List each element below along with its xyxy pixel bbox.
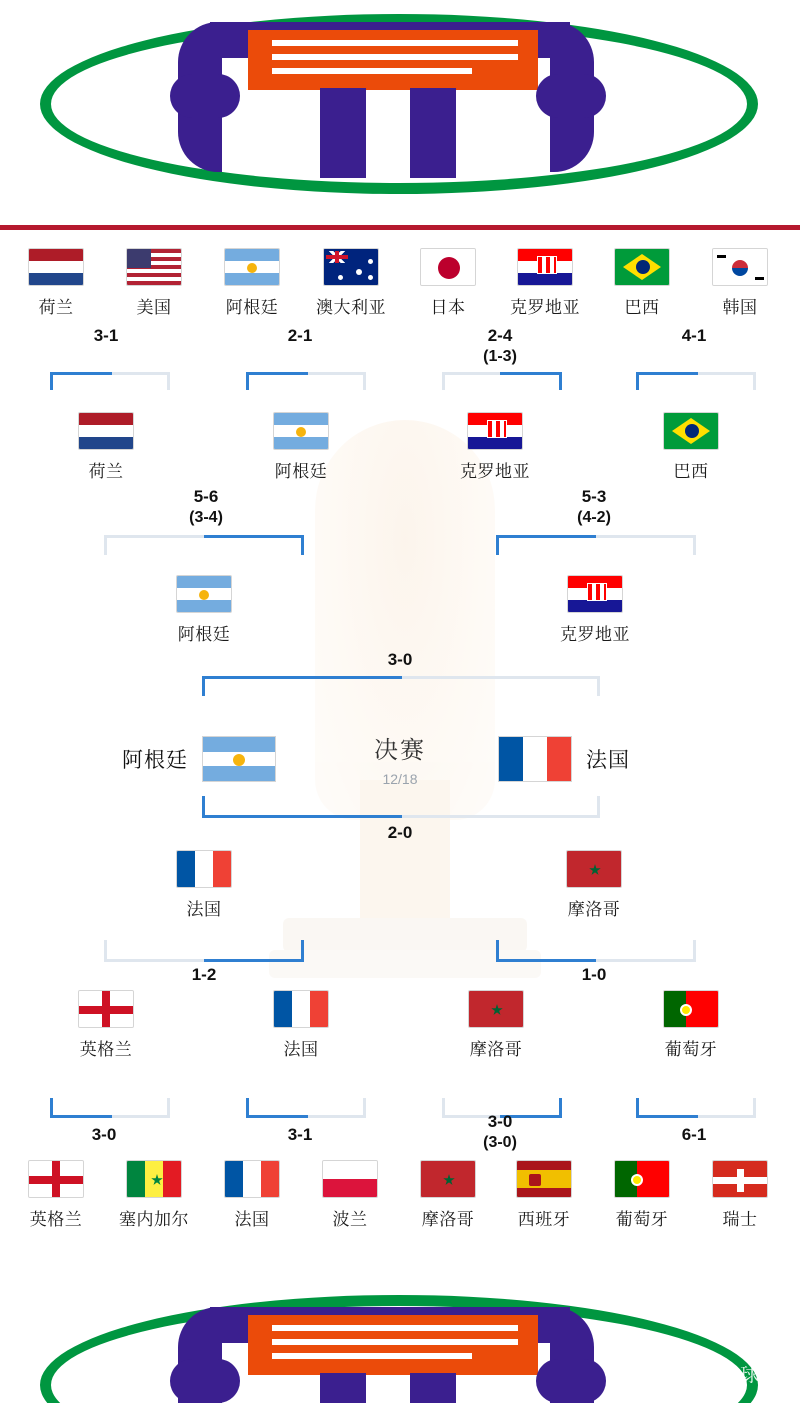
team-name: 葡萄牙 (615, 1210, 669, 1229)
team-name: 波兰 (332, 1210, 368, 1229)
team-sfb-2[interactable] (558, 850, 630, 920)
flag-argentina (224, 248, 280, 286)
score-r16b-2: 3-1 (287, 1125, 313, 1144)
team-r16b-1[interactable] (20, 1160, 92, 1230)
score-qfb-1: 1-2 (191, 965, 217, 984)
team-name: 法国 (283, 1040, 319, 1059)
flag-spain (516, 1160, 572, 1198)
team-qf-4[interactable] (655, 412, 727, 482)
team-r16b-7[interactable] (606, 1160, 678, 1230)
team-name: 美国 (136, 298, 172, 317)
team-qf-3[interactable] (450, 412, 540, 482)
flag-south-korea (712, 248, 768, 286)
team-name: 巴西 (673, 462, 709, 481)
connector-qfb-1 (104, 940, 304, 962)
logo-mark (170, 1307, 630, 1403)
team-r16b-5[interactable] (412, 1160, 484, 1230)
flag-argentina (273, 412, 329, 450)
score-r16-2: 2-1 (287, 326, 313, 345)
team-name: 西班牙 (517, 1210, 571, 1229)
team-r16b-8[interactable] (704, 1160, 776, 1230)
connector-qf-1 (104, 535, 304, 557)
score-r16b-4: 6-1 (681, 1125, 707, 1144)
flag-croatia (567, 575, 623, 613)
team-qfb-1[interactable] (70, 990, 142, 1060)
flag-brazil (614, 248, 670, 286)
connector-r16-1 (50, 372, 170, 392)
final-date: 12/18 (382, 771, 418, 787)
team-name: 塞内加尔 (119, 1210, 189, 1229)
team-name: 日本 (430, 298, 466, 317)
flag-france (273, 990, 329, 1028)
score-r16b-3: 3-0 (3-0) (483, 1112, 517, 1151)
team-name: 克罗地亚 (460, 462, 530, 481)
logo-bars (248, 30, 538, 90)
flag-france (224, 1160, 280, 1198)
finalist-right[interactable] (498, 736, 630, 782)
finalist-left-name: 阿根廷 (122, 749, 188, 772)
connector-qf-2 (496, 535, 696, 557)
team-sf-1[interactable] (168, 575, 240, 645)
flag-portugal (663, 990, 719, 1028)
connector-sf-bottom (202, 796, 600, 818)
connector-qfb-2 (496, 940, 696, 962)
team-qfb-4[interactable] (655, 990, 727, 1060)
flag-england (28, 1160, 84, 1198)
score-r16-4: 4-1 (681, 326, 707, 345)
team-name: 澳大利亚 (316, 298, 386, 317)
logo-bars (248, 1315, 538, 1375)
team-r16-6[interactable] (500, 248, 590, 318)
flag-switzerland (712, 1160, 768, 1198)
flag-morocco (468, 990, 524, 1028)
team-name: 法国 (234, 1210, 270, 1229)
team-name: 英格兰 (79, 1040, 133, 1059)
team-name: 克罗地亚 (560, 625, 630, 644)
flag-france (498, 736, 572, 782)
score-r16-1: 3-1 (93, 326, 119, 345)
team-r16-3[interactable] (216, 248, 288, 318)
team-name: 阿根廷 (225, 298, 279, 317)
score-sf-top: 3-0 (387, 650, 413, 669)
watermark-text: @小伴 足球说 (648, 1365, 782, 1386)
team-r16-4[interactable] (306, 248, 396, 318)
connector-r16-4 (636, 372, 756, 392)
team-name: 瑞士 (722, 1210, 758, 1229)
team-name: 摩洛哥 (421, 1210, 475, 1229)
team-name: 阿根廷 (177, 625, 231, 644)
flag-australia (323, 248, 379, 286)
team-r16-1[interactable] (20, 248, 92, 318)
team-name: 韩国 (722, 298, 758, 317)
team-name: 克罗地亚 (510, 298, 580, 317)
flag-portugal (614, 1160, 670, 1198)
finalist-right-name: 法国 (586, 749, 630, 772)
team-r16-2[interactable] (118, 248, 190, 318)
team-qfb-3[interactable] (460, 990, 532, 1060)
score-qfb-2: 1-0 (581, 965, 607, 984)
team-name: 葡萄牙 (664, 1040, 718, 1059)
score-r16-3: 2-4 (1-3) (483, 326, 517, 365)
flag-croatia (517, 248, 573, 286)
team-name: 巴西 (624, 298, 660, 317)
flag-morocco (420, 1160, 476, 1198)
flag-senegal (126, 1160, 182, 1198)
header-logo-band (0, 0, 800, 215)
flag-croatia (467, 412, 523, 450)
team-name: 摩洛哥 (567, 900, 621, 919)
flag-argentina (202, 736, 276, 782)
team-r16b-2[interactable] (106, 1160, 202, 1230)
footer-logo-band (0, 1285, 800, 1403)
final-title: 决赛 (374, 737, 426, 764)
team-sf-2[interactable] (550, 575, 640, 645)
flag-france (176, 850, 232, 888)
flag-argentina (176, 575, 232, 613)
team-r16-7[interactable] (606, 248, 678, 318)
team-name: 英格兰 (29, 1210, 83, 1229)
team-qf-1[interactable] (70, 412, 142, 482)
team-name: 法国 (186, 900, 222, 919)
score-qf-2: 5-3 (4-2) (577, 487, 611, 526)
flag-netherlands (78, 412, 134, 450)
flag-morocco (566, 850, 622, 888)
connector-r16-3 (442, 372, 562, 392)
flag-netherlands (28, 248, 84, 286)
team-r16b-6[interactable] (508, 1160, 580, 1230)
connector-r16b-4 (636, 1098, 756, 1118)
connector-r16b-1 (50, 1098, 170, 1118)
flag-england (78, 990, 134, 1028)
flag-poland (322, 1160, 378, 1198)
team-name: 荷兰 (88, 462, 124, 481)
header-divider (0, 225, 800, 230)
team-r16-8[interactable] (704, 248, 776, 318)
connector-sf-top (202, 676, 600, 698)
final-label (0, 730, 800, 787)
connector-r16-2 (246, 372, 366, 392)
finalist-left[interactable] (122, 736, 276, 782)
team-name: 荷兰 (38, 298, 74, 317)
flag-brazil (663, 412, 719, 450)
connector-r16b-2 (246, 1098, 366, 1118)
team-r16b-3[interactable] (216, 1160, 288, 1230)
team-name: 阿根廷 (274, 462, 328, 481)
logo-mark (170, 22, 630, 182)
team-name: 摩洛哥 (469, 1040, 523, 1059)
flag-japan (420, 248, 476, 286)
flag-usa (126, 248, 182, 286)
team-sfb-1[interactable] (168, 850, 240, 920)
team-qf-2[interactable] (265, 412, 337, 482)
team-r16b-4[interactable] (314, 1160, 386, 1230)
team-qfb-2[interactable] (265, 990, 337, 1060)
team-r16-5[interactable] (412, 248, 484, 318)
score-sf-bottom: 2-0 (387, 823, 413, 842)
score-r16b-1: 3-0 (91, 1125, 117, 1144)
score-qf-1: 5-6 (3-4) (189, 487, 223, 526)
